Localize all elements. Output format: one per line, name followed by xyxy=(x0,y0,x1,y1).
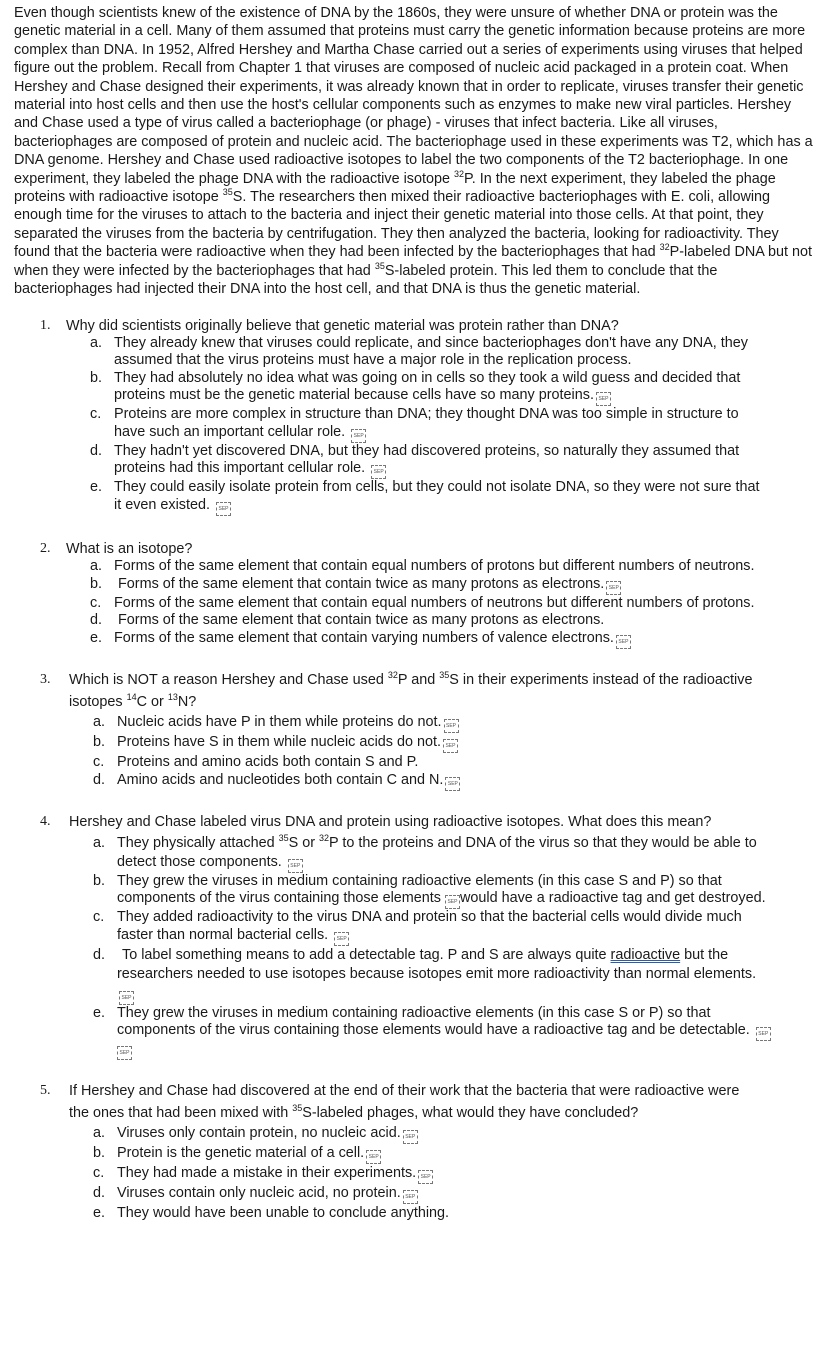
question-5 xyxy=(40,1080,814,1223)
option-letter: e. xyxy=(93,1205,106,1222)
option-text: To label something means to add a detectable tag. P and S are always quite xyxy=(122,946,611,963)
option-letter: b. xyxy=(90,575,103,592)
superscript: 35 xyxy=(278,833,289,844)
option-item xyxy=(90,612,770,630)
option-item xyxy=(93,1204,773,1223)
intro-passage xyxy=(14,4,814,299)
option-letter: c. xyxy=(90,594,102,611)
option-text: Nucleic acids have P in them while proteins do not. xyxy=(117,713,442,730)
option-item xyxy=(90,558,770,576)
question-text: P and xyxy=(397,671,440,688)
question-number: 3. xyxy=(40,671,51,687)
option-text: would have a radioactive tag and get destroyed. xyxy=(459,890,766,907)
option-item xyxy=(93,1164,773,1184)
option-item xyxy=(93,1005,777,1061)
sep-mark-icon: SEP xyxy=(445,777,460,791)
option-item xyxy=(90,443,770,480)
sep-mark-icon: SEP xyxy=(444,719,459,733)
option-item xyxy=(93,873,777,910)
sep-mark-icon: SEP xyxy=(616,635,631,649)
option-letter: a. xyxy=(93,1125,106,1142)
sep-mark-icon: SEP xyxy=(403,1190,418,1204)
option-item xyxy=(93,946,777,1005)
question-text: If Hershey and Chase had discovered at the end of their work that the bacteria that were radioactive were the ones that had been mixed with xyxy=(69,1083,740,1122)
sep-mark-icon: SEP xyxy=(351,429,366,443)
superscript: 13 xyxy=(167,691,178,702)
option-letter: b. xyxy=(90,369,103,386)
option-letter: a. xyxy=(90,334,103,351)
superscript: 32 xyxy=(453,168,464,179)
option-letter: a. xyxy=(93,835,106,852)
option-item xyxy=(93,1184,773,1204)
option-list xyxy=(93,713,773,791)
option-text: Forms of the same element that contain twice as many protons as electrons. xyxy=(118,575,605,592)
sep-mark-icon: SEP xyxy=(334,932,349,946)
superscript: 32 xyxy=(319,833,330,844)
option-letter: a. xyxy=(93,713,106,730)
question-1 xyxy=(40,317,814,517)
superscript: 35 xyxy=(439,669,450,680)
passage-text: P. In the next experiment, they labeled the phage proteins with radioactive isotope xyxy=(14,170,776,206)
question-number: 5. xyxy=(40,1083,51,1099)
option-letter: e. xyxy=(90,479,103,496)
question-2 xyxy=(40,540,814,649)
option-list xyxy=(90,558,770,649)
question-text: What is an isotope? xyxy=(66,541,193,558)
option-letter: d. xyxy=(90,612,103,629)
option-item xyxy=(90,576,770,595)
option-list xyxy=(90,335,770,517)
sep-mark-icon: SEP xyxy=(366,1150,381,1164)
superscript: 32 xyxy=(659,242,670,253)
option-letter: b. xyxy=(93,872,106,889)
option-text: They would have been unable to conclude anything. xyxy=(117,1205,450,1222)
question-number: 4. xyxy=(40,814,51,830)
question-text: Why did scientists originally believe that genetic material was protein rather than DNA? xyxy=(66,317,619,334)
option-letter: b. xyxy=(93,1145,106,1162)
option-item xyxy=(93,909,777,946)
option-item xyxy=(93,713,773,733)
superscript: 32 xyxy=(387,669,398,680)
option-item xyxy=(90,630,770,649)
option-item xyxy=(93,733,773,753)
superscript: 35 xyxy=(292,1103,303,1114)
option-text: S or xyxy=(288,835,319,852)
option-text: Forms of the same element that contain equal numbers of neutrons but different numbers of protons. xyxy=(114,594,755,611)
sep-mark-icon: SEP xyxy=(119,991,134,1005)
option-text: They grew the viruses in medium containing radioactive elements (in this case S and P) so that components of the virus containing those elements xyxy=(117,872,722,907)
option-text: Protein is the genetic material of a cell. xyxy=(117,1145,365,1162)
sep-mark-icon: SEP xyxy=(596,392,611,406)
option-text: They already knew that viruses could replicate, and since bacteriophages don't have any DNA, they assumed that the virus proteins must have a major role in the replication process. xyxy=(114,334,748,369)
option-letter: c. xyxy=(93,753,105,770)
option-item xyxy=(93,1144,773,1164)
option-text: Proteins have S in them while nucleic acids do not. xyxy=(117,733,441,750)
option-item xyxy=(90,595,770,613)
sep-mark-icon: SEP xyxy=(216,502,231,516)
question-text: Hershey and Chase labeled virus DNA and protein using radioactive isotopes. What does this mean? xyxy=(69,814,712,831)
underlined-word: radioactive xyxy=(610,946,681,963)
option-text: They physically attached xyxy=(117,835,279,852)
option-letter: d. xyxy=(93,1185,106,1202)
superscript: 14 xyxy=(126,691,137,702)
option-text: They could easily isolate protein from cells, but they could not isolate DNA, so they were not sure that it even existed. xyxy=(114,479,760,514)
sep-mark-icon: SEP xyxy=(371,465,386,479)
question-4 xyxy=(40,813,814,1060)
sep-mark-icon: SEP xyxy=(445,895,460,909)
option-letter: d. xyxy=(90,442,103,459)
question-text: S in their experiments instead of the radioactive isotopes xyxy=(69,671,753,710)
superscript: 35 xyxy=(374,260,385,271)
option-item xyxy=(90,406,770,443)
sep-mark-icon: SEP xyxy=(443,739,458,753)
option-letter: d. xyxy=(93,946,106,963)
sep-mark-icon: SEP xyxy=(288,859,303,873)
option-item xyxy=(93,771,773,791)
passage-text: S-labeled protein. This led them to conclude that the bacteriophages had injected their DNA into the host cell, and that DNA is thus the genetic material. xyxy=(14,262,718,298)
option-item xyxy=(90,370,770,407)
question-3 xyxy=(40,669,814,791)
sep-mark-icon: SEP xyxy=(606,581,621,595)
sep-mark-icon: SEP xyxy=(403,1130,418,1144)
option-text: Forms of the same element that contain twice as many protons as electrons. xyxy=(118,612,605,629)
option-list xyxy=(93,1124,773,1223)
question-text: C or xyxy=(136,693,168,710)
option-text: Viruses only contain protein, no nucleic acid. xyxy=(117,1125,401,1142)
option-letter: e. xyxy=(90,629,103,646)
option-letter: a. xyxy=(90,558,103,575)
passage-text: P-labeled DNA but not when they were infected by the bacteriophages that had xyxy=(14,244,813,279)
passage-text: S. The researchers then mixed their radioactive bacteriophages with E. coli, allowing enough time for the viruses to attach to the bacteria and inject their genetic material into those cells. At that point, they separated the viruses from the bacteria by centrifugation. They then analyzed the bacteria, looking for radioactivity. They found that the bacteria were radioactive when they had been infected by the bacteriophages that had xyxy=(14,189,779,261)
option-letter: e. xyxy=(93,1004,106,1021)
option-letter: c. xyxy=(90,406,102,423)
option-text: Viruses contain only nucleic acid, no protein. xyxy=(117,1185,401,1202)
option-item xyxy=(93,834,777,872)
option-text: Forms of the same element that contain varying numbers of valence electrons. xyxy=(114,629,614,646)
option-text: Amino acids and nucleotides both contain C and N. xyxy=(117,772,444,789)
option-text: Proteins and amino acids both contain S and P. xyxy=(117,753,419,770)
option-item xyxy=(90,479,770,516)
sep-mark-icon: SEP xyxy=(418,1170,433,1184)
option-text: P to the proteins and DNA of the virus so that they would be able to detect those components. xyxy=(117,835,757,870)
question-number: 2. xyxy=(40,541,51,557)
option-text: They hadn't yet discovered DNA, but they had discovered proteins, so naturally they assumed that proteins had this important cellular role. xyxy=(114,442,740,477)
option-letter: c. xyxy=(93,1165,105,1182)
sep-mark-icon: SEP xyxy=(117,1046,132,1060)
option-text: They added radioactivity to the virus DNA and protein so that the bacterial cells would divide much faster than normal bacterial cells. xyxy=(117,909,742,943)
superscript: 35 xyxy=(222,187,233,198)
question-number: 1. xyxy=(40,317,51,333)
option-text: They had made a mistake in their experiments. xyxy=(117,1165,417,1182)
option-text: Forms of the same element that contain equal numbers of protons but different numbers of neutrons. xyxy=(114,558,755,575)
option-text: They grew the viruses in medium containing radioactive elements (in this case S or P) so that components of the virus containing those elements would have a radioactive tag and be detectable. xyxy=(117,1004,750,1039)
option-text: but the researchers needed to use isotopes because isotopes emit more radioactivity than normal elements. xyxy=(117,946,757,983)
question-text: N? xyxy=(177,693,197,710)
sep-mark-icon: SEP xyxy=(756,1027,771,1041)
option-item xyxy=(93,753,773,771)
option-item xyxy=(93,1124,773,1144)
option-letter: d. xyxy=(93,772,106,789)
passage-text: Even though scientists knew of the existence of DNA by the 1860s, they were unsure of whether DNA or protein was the genetic material in a cell. Many of them assumed that proteins must carry the genetic information because proteins are more complex than DNA. In 1952, Alfred Hershey and Martha Chase carried out a series of experiments using viruses that helped figure out the problem. Recall from Chapter 1 that viruses are composed of nucleic acid packaged in a protein coat. When Hershey and Chase designed their experiments, it was already known that in order to replicate, viruses transfer their genetic material into host cells and then use the host's cellular components such as enzymes to make new viral particles. Hershey and Chase used a type of virus called a bacteriophage (or phage) - viruses that infect bacteria. Like all viruses, bacteriophages are composed of protein and nucleic acid. The bacteriophage used in these experiments was T2, which has a DNA genome. Hershey and Chase used radioactive isotopes to label the two components of the T2 bacteriophage. In one experiment, they labeled the phage DNA with the radioactive isotope xyxy=(14,5,813,187)
option-list xyxy=(93,834,777,1060)
option-item xyxy=(90,335,770,370)
document-page xyxy=(14,4,814,1223)
option-text: Proteins are more complex in structure than DNA; they thought DNA was too simple in structure to have such an important cellular role. xyxy=(114,406,739,440)
question-text: Which is NOT a reason Hershey and Chase used xyxy=(69,671,388,688)
question-text: S-labeled phages, what would they have concluded? xyxy=(302,1105,639,1122)
option-letter: b. xyxy=(93,733,106,750)
option-letter: c. xyxy=(93,909,105,926)
option-text: They had absolutely no idea what was going on in cells so they took a wild guess and decided that proteins must be the genetic material because cells have so many proteins. xyxy=(114,369,741,404)
